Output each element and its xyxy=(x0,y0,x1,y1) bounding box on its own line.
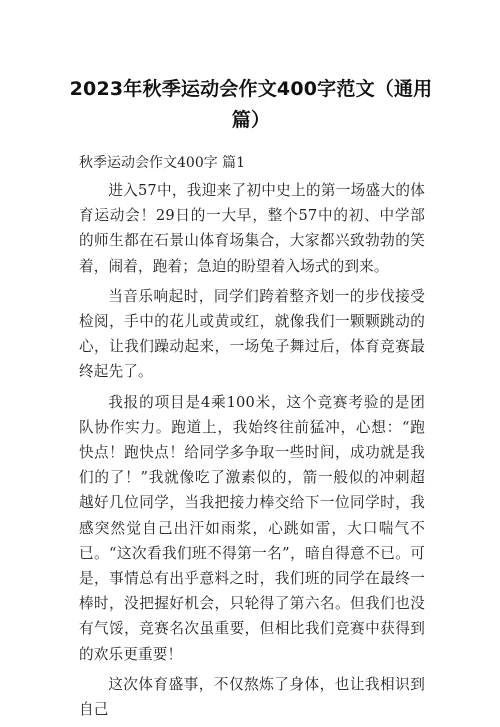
paragraph-1: 进入57中，我迎来了初中史上的第一场盛大的体育运动会！29日的一大早，整个57中的初、中学部的师生都在石景山体育场集合，大家都兴致勃勃的笑着，闹着，跑着；急迫的盼望着入场式的到来。 xyxy=(79,182,425,275)
paragraph-2: 当音乐响起时，同学们跨着整齐划一的步伐接受检阅，手中的花儿或黄或红，就像我们一颗颗跳动的心，让我们躁动起来，一场兔子舞过后，体育竞赛最终起先了。 xyxy=(79,287,425,381)
paragraph-4: 这次体育盛事，不仅熬炼了身体，也让我相识到自己 xyxy=(79,675,425,719)
section-heading: 秋季运动会作文400字 篇1 xyxy=(79,155,246,171)
document-body xyxy=(79,178,425,727)
document-title: 2023年秋季运动会作文400字范文（通用篇） xyxy=(69,78,433,131)
paragraph-3: 我报的项目是4乘100米，这个竞赛考验的是团队协作实力。跑道上，我始终往前猛冲，心想：“跑快点！跑快点！给同学多争取一些时间，成功就是我们的了！”我就像吃了激素似的，箭一般似的冲刺超越好几位同学，当我把接力棒交给下一位同学时，我感突然觉自己出汗如雨浆，心跳如雷，大口喘气不已。“这次看我们班不得第一名”，暗自得意不已。可是，事情总有出乎意料之时，我们班的同学在最终一棒时，没把握好机会，只轮得了第六名。但我们也没有气馁，竞赛名次虽重要，但相比我们竞赛中获得到的欢乐更重要！ xyxy=(79,393,425,663)
